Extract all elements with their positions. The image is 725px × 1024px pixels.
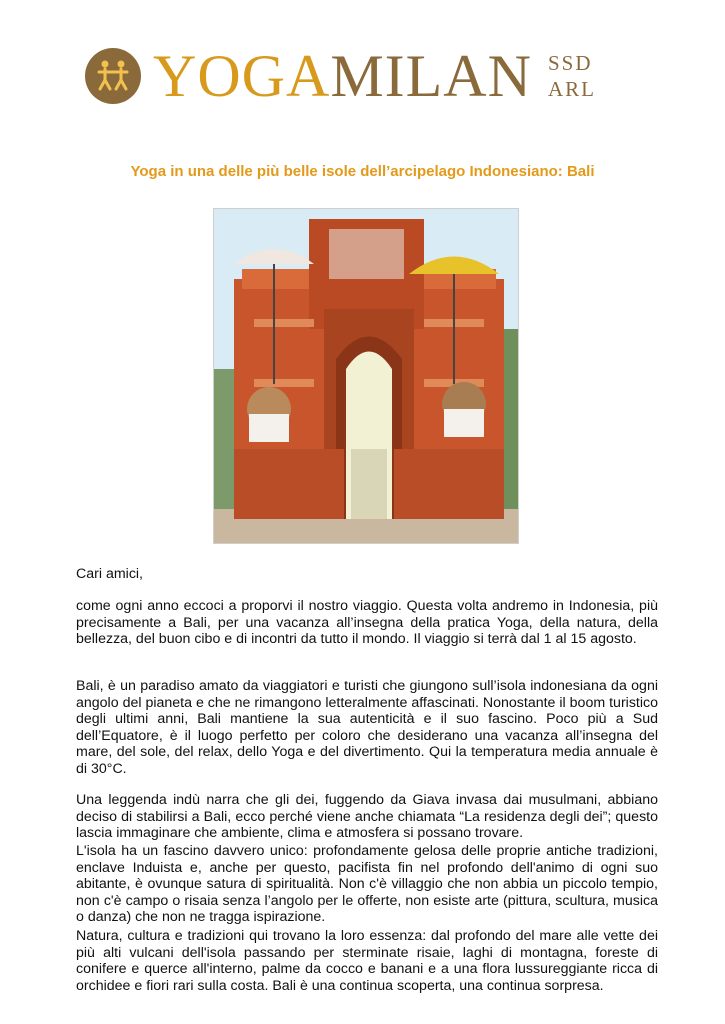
logo-yoga-text: YOGA (153, 43, 331, 109)
logo-ssd-text: SSD (547, 51, 593, 75)
paragraph-2 (76, 678, 658, 778)
paragraph-3 (76, 792, 658, 842)
paragraph-5-text: Natura, cultura e tradizioni qui trovano la loro essenza: dal profondo del mare alle vette dei più alti vulcani dell'isola passando per sterminate risaie, laghi di montagna, foreste di conifere e querce all'interno, palme da cocco e banani e a una flora lussureggiante ricca di orchidee e fiori rari sulla costa. Bali è una continua scoperta, una continua sorpresa. (76, 928, 658, 994)
logo-wordmark (153, 43, 532, 109)
page-title: Yoga in una delle più belle isole dell’arcipelago Indonesiano: Bali (130, 163, 595, 180)
paragraph-5 (76, 928, 658, 994)
logo-arl-text: ARL (547, 77, 596, 101)
paragraph-1 (76, 598, 658, 648)
greeting-text: Cari amici, (76, 566, 144, 582)
paragraph-4-text: L'isola ha un fascino davvero unico: profondamente gelosa delle proprie antiche tradizioni, enclave Induista e, anche per questo, pacifista fin nel profondo dell'animo di ogni suo abitante, è ovunque satura di spiritualità. Non c'è villaggio che non abbia un piccolo tempio, non c'è campo o risaia senza l’angolo per le offerte, non esiste arte (pittura, scultura, musica o danza) che non ne tragga ispirazione. (76, 843, 658, 926)
yoga-pose-logo-icon (85, 48, 141, 104)
greeting (76, 566, 658, 583)
paragraph-3-text: Una leggenda indù narra che gli dei, fuggendo da Giava invasa dai musulmani, abbiano deciso di stabilirsi a Bali, ecco perché viene anche chiamata “La residenza degli dei”; questo lascia immaginare che ambiente, clima e atmosfera si possano trovare. (76, 792, 658, 842)
logo-suffix (548, 50, 596, 102)
paragraph-1-text: come ogni anno eccoci a proporvi il nostro viaggio. Questa volta andremo in Indonesia, più precisamente a Bali, per una vacanza all’insegna della pratica Yoga, della natura, della bellezza, del buon cibo e di incontri da tutto il mondo. Il viaggio si terrà dal 1 al 15 agosto. (76, 598, 658, 648)
header-logo (85, 43, 596, 109)
logo-milan-text: MILAN (330, 43, 532, 109)
paragraph-2-text: Bali, è un paradiso amato da viaggiatori e turisti che giungono sull’isola indonesiana da ogni angolo del pianeta e che ne rimangono letteralmente affascinati. Nonostante il boom turistico degli ultimi anni, Bali mantiene la sua autenticità e il suo fascino. Poco più a Sud dell’Equatore, è il luogo perfetto per coloro che desiderano una vacanza all’insegna del mare, del sole, del relax, dello Yoga e del divertimento. Qui la temperatura media annuale è di 30°C. (76, 678, 658, 777)
bali-temple-gate-photo (213, 208, 519, 544)
paragraph-4 (76, 843, 658, 926)
